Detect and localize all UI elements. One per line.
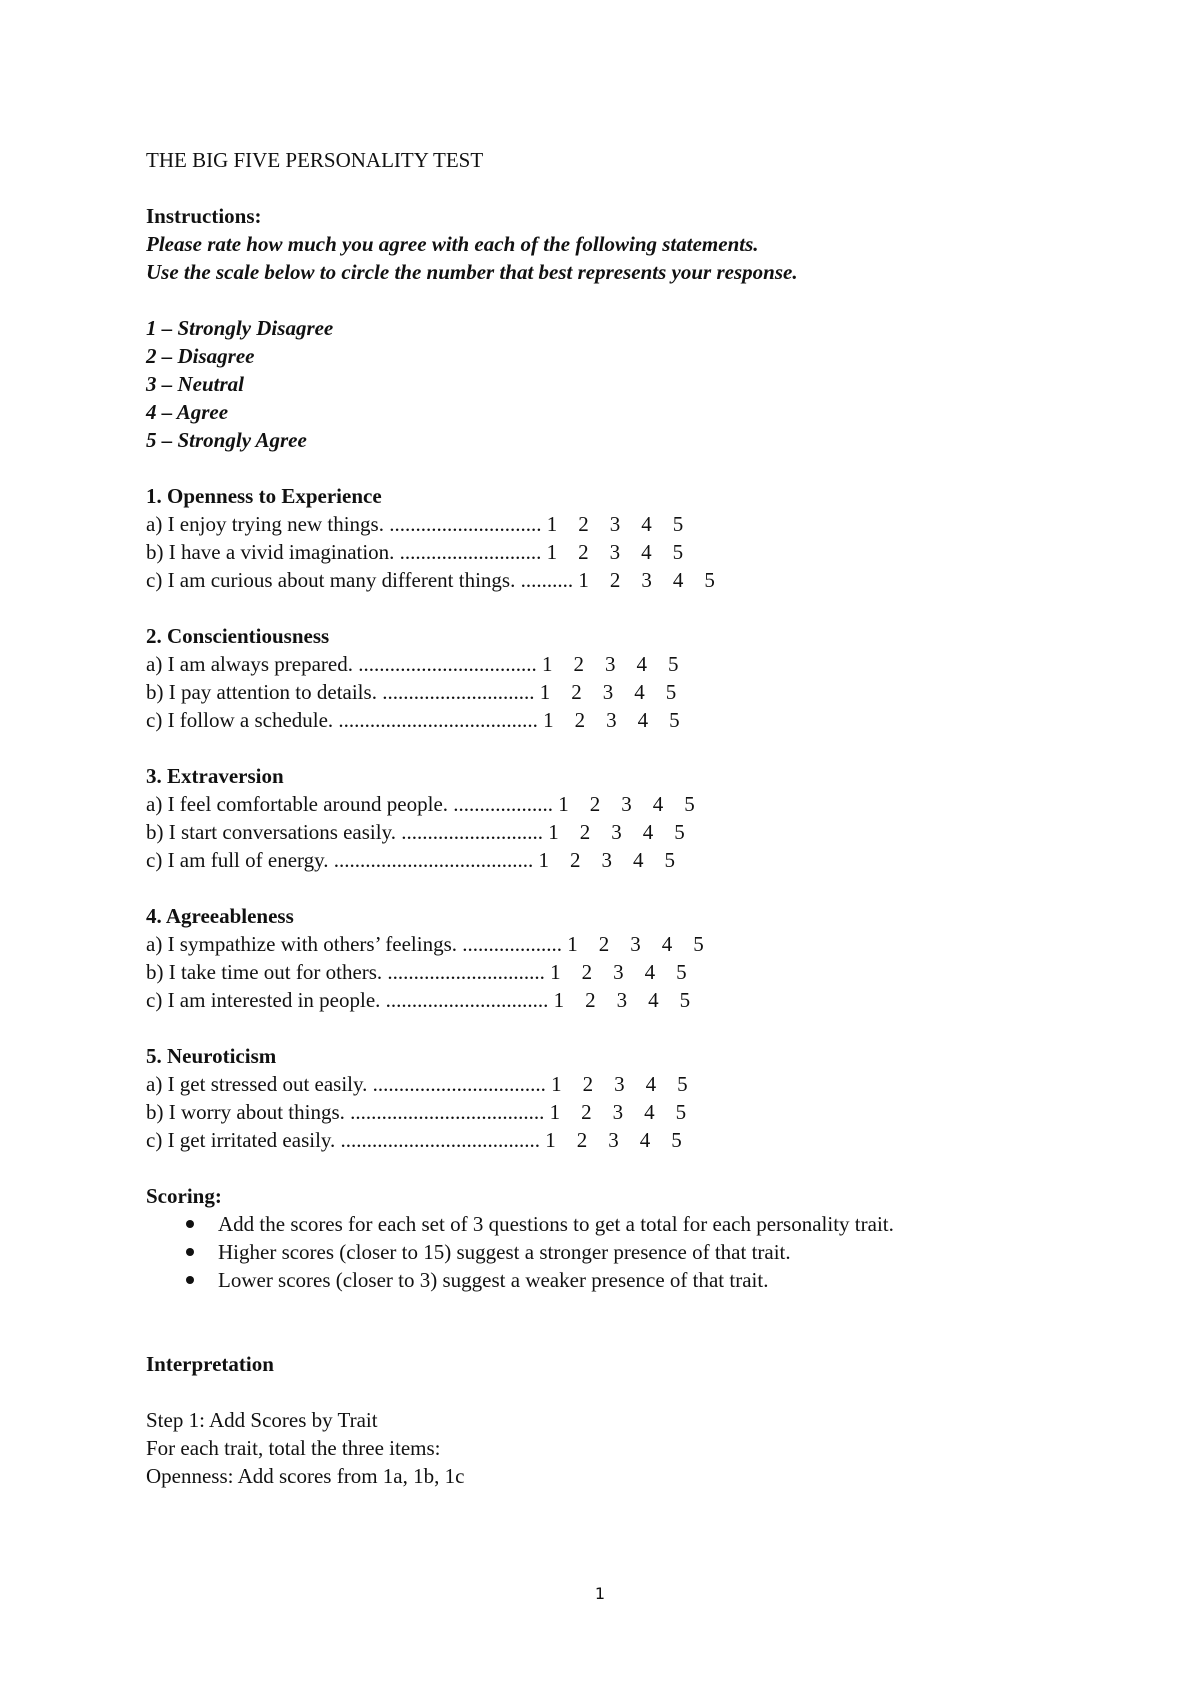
scale-item: 5 – Strongly Agree [146,428,307,452]
section-heading: 4. Agreeableness [146,904,294,928]
section-extraversion [146,762,1046,874]
scale-item: 3 – Neutral [146,372,245,396]
section-agreeableness [146,902,1046,1014]
scoring-heading: Scoring: [146,1184,222,1208]
question-item[interactable]: b) I worry about things. ..................................... 1 2 3 4 5 [146,1100,687,1124]
bullet-text: Add the scores for each set of 3 questions to get a total for each personality trait. [218,1212,894,1236]
scale-item: 2 – Disagree [146,344,255,368]
page-number: 1 [594,1584,606,1603]
scale-item: 1 – Strongly Disagree [146,316,334,340]
list-item [186,1210,1046,1238]
section-conscientiousness [146,622,1046,734]
document-page [146,146,1046,1490]
section-heading: 1. Openness to Experience [146,484,382,508]
bullet-icon [186,1276,194,1284]
instructions-line-1: Please rate how much you agree with each of the following statements. [146,232,759,256]
question-item[interactable]: a) I get stressed out easily. ................................. 1 2 3 4 5 [146,1072,688,1096]
section-heading: 5. Neuroticism [146,1044,277,1068]
list-item [186,1238,1046,1266]
scoring-list [146,1210,1046,1294]
document-title: THE BIG FIVE PERSONALITY TEST [146,148,484,172]
interpretation-line-1: For each trait, total the three items: [146,1436,441,1460]
interpretation-step: Step 1: Add Scores by Trait [146,1408,378,1432]
question-item[interactable]: b) I have a vivid imagination. ........................... 1 2 3 4 5 [146,540,684,564]
section-heading: 3. Extraversion [146,764,284,788]
question-item[interactable]: a) I feel comfortable around people. ................... 1 2 3 4 5 [146,792,695,816]
question-item[interactable]: c) I am curious about many different things. .......... 1 2 3 4 5 [146,568,715,592]
interpretation-heading: Interpretation [146,1352,274,1376]
question-item[interactable]: c) I follow a schedule. ...................................... 1 2 3 4 5 [146,708,680,732]
interpretation-section [146,1350,1046,1490]
rating-scale [146,314,1046,454]
question-item[interactable]: c) I get irritated easily. ...................................... 1 2 3 4 5 [146,1128,682,1152]
instructions-line-2: Use the scale below to circle the number that best represents your response. [146,260,798,284]
scoring-section [146,1182,1046,1294]
question-item[interactable]: c) I am full of energy. ...................................... 1 2 3 4 5 [146,848,676,872]
bullet-icon [186,1248,194,1256]
section-openness [146,482,1046,594]
bullet-text: Lower scores (closer to 3) suggest a weaker presence of that trait. [218,1268,769,1292]
question-item[interactable]: b) I start conversations easily. ........................... 1 2 3 4 5 [146,820,685,844]
question-item[interactable]: a) I sympathize with others’ feelings. ................... 1 2 3 4 5 [146,932,704,956]
scale-item: 4 – Agree [146,400,229,424]
question-item[interactable]: a) I enjoy trying new things. ............................. 1 2 3 4 5 [146,512,684,536]
question-item[interactable]: b) I take time out for others. .............................. 1 2 3 4 5 [146,960,687,984]
section-heading: 2. Conscientiousness [146,624,330,648]
section-neuroticism [146,1042,1046,1154]
bullet-icon [186,1220,194,1228]
instructions-heading: Instructions: [146,204,262,228]
list-item [186,1266,1046,1294]
question-item[interactable]: c) I am interested in people. ............................... 1 2 3 4 5 [146,988,691,1012]
bullet-text: Higher scores (closer to 15) suggest a stronger presence of that trait. [218,1240,791,1264]
question-item[interactable]: a) I am always prepared. .................................. 1 2 3 4 5 [146,652,679,676]
question-item[interactable]: b) I pay attention to details. ............................. 1 2 3 4 5 [146,680,677,704]
interpretation-line-2: Openness: Add scores from 1a, 1b, 1c [146,1464,465,1488]
